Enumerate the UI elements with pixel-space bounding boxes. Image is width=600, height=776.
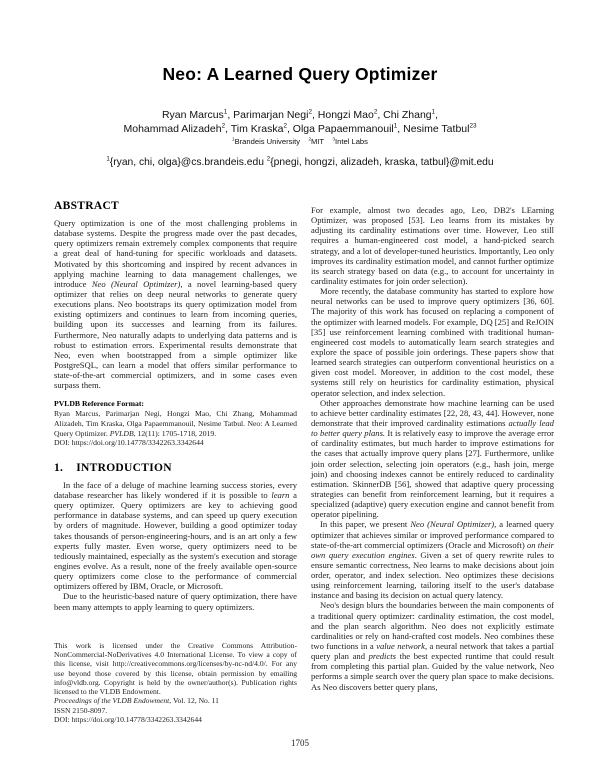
license-doi-line: DOI: https://doi.org/10.14778/3342263.3342644 (54, 714, 202, 724)
right-column (311, 200, 554, 724)
pvldb-reference-heading: PVLDB Reference Format: (54, 399, 144, 409)
author-emails-line: $^1${ryan, chi, olga}@cs.brandeis.edu $^2${pnegi, hongzi, alizadeh, kraska, tatbul}@mit.edu (106, 155, 494, 169)
introduction-heading (54, 462, 297, 474)
paper-title: Neo: A Learned Query Optimizer (162, 64, 438, 84)
page-number: 1705 (291, 738, 309, 748)
pvldb-reference-text: Ryan Marcus, Parimarjan Negi, Hongzi Mao, Chi Zhang, Mohammad Alizadeh, Tim Kraska, Olga Papaemmanouil, Nesime Tatbul. Neo: A Learned Query Optimizer. PVLDB, 12(11): 1705-1718, 2019. (54, 409, 297, 438)
body-paragraph-3: Other approaches demonstrate how machine learning can be used to achieve better cardinality estimates [22, 28, 43, 44]. However, none demonstrate that their improved cardinality estimations actually lead to better query plans. It is relatively easy to improve the average error of cardinality estimates, but much harder to improve estimations for the cases that actually improve query plans [27]. Furthermore, unlike join order selection, selecting join operators (e.g., hash join, merge join) and choosing indexes cannot be entirely reduced to cardinality estimation. SkinnerDB [56], showed that adaptive query processing strategies can benefit from reinforcement learning, but it requires a specialized (adaptive) query execution engine and cannot benefit from operator pipelining. (311, 397, 554, 520)
left-column (54, 200, 297, 724)
license-text: This work is licensed under the Creative Commons Attribution-NonCommercial-NoDerivatives 4.0 International License. To view a copy of this license, visit http://creativecommons.org/licenses/by-nc-nd/4.0/. For any use beyond those covered by this license, obtain permission by emailing info@vldb.org. Copyright is held by the owner/author(s). Publication rights licensed to the VLDB Endowment. (54, 640, 297, 696)
introduction-paragraph-1: In the face of a deluge of machine learning success stories, every database researcher has likely wondered if it is possible to learn a query optimizer. Query optimizers are key to achieving good performance in database systems, and can speed up query execution by orders of magnitude. However, building a good optimizer today takes thousands of person-engineering-hours, and is an art only a few experts fully master. Even worse, query optimizers need to be tediously maintained, especially as the system's execution and storage engines evolve. As a result, none of the freely available open-source query optimizers come close to the performance of commercial optimizers offered by IBM, Oracle, or Microsoft. (54, 479, 297, 592)
affiliations-line: $^1$Brandeis University $^2$MIT $^3$Intel Labs (232, 136, 368, 147)
paper-header (0, 0, 600, 168)
introduction-paragraph-2: Due to the heuristic-based nature of query optimization, there have been many attempts to apply learning to query optimizers. (54, 591, 297, 612)
author-list (0, 109, 600, 136)
pvldb-reference-doi: DOI: https://doi.org/10.14778/3342263.3342644 (54, 438, 204, 448)
abstract-heading: ABSTRACT (54, 200, 120, 212)
author-line-1: Ryan Marcus$^1$, Parimarjan Negi$^2$, Hongzi Mao$^2$, Chi Zhang$^1$, (161, 108, 439, 121)
pvldb-reference-block (54, 399, 297, 448)
section-title: INTRODUCTION (76, 461, 172, 474)
body-paragraph-1: For example, almost two decades ago, Leo, DB2's LEarning Optimizer, was proposed [53]. Leo learns from its mistakes by adjusting its cardinality estimations over time. However, Leo still requires a human-engineered cost model, a hand-picked search strategy, and a lot of developer-tuned heuristics. Importantly, Leo only improves its cardinality estimation model, and cannot further optimize its search strategy based on data (e.g., to account for uncertainty in cardinality estimates for join order selection). (311, 205, 554, 286)
license-footnote (54, 641, 297, 724)
license-issn-line: ISSN 2150-8097. (54, 705, 108, 715)
body-paragraph-5: Neo's design blurs the boundaries between the main components of a traditional query optimizer: cardinality estimation, the cost model, and the plan search algorithm. Neo does not explicitly estimate cardinalities or rely on hand-crafted cost models. Neo combines these two functions in a value network, a neural network that takes a partial query plan and predicts the best expected runtime that could result from completing this partial plan. Guided by the value network, Neo performs a simple search over the query plan space to make decisions. As Neo discovers better query plans, (311, 600, 554, 692)
abstract-text: Query optimization is one of the most challenging problems in database systems. Despite the progress made over the past decades, query optimizers remain extremely complex components that require a great deal of hand-tuning for specific workloads and datasets. Motivated by this shortcoming and inspired by recent advances in applying machine learning to data management challenges, we introduce Neo (Neural Optimizer), a novel learning-based query optimizer that relies on deep neural networks to generate query executions plans. Neo bootstraps its query optimization model from existing optimizers and continues to learn from incoming queries, building upon its successes and learning from its failures. Furthermore, Neo naturally adapts to underlying data patterns and is robust to estimation errors. Experimental results demonstrate that Neo, even when bootstrapped from a simple optimizer like PostgreSQL, can learn a model that offers similar performance to state-of-the-art commercial optimizers, and in some cases even surpass them. (54, 218, 297, 391)
body-paragraph-4: In this paper, we present Neo (Neural Optimizer), a learned query optimizer that achieves similar or improved performance compared to state-of-the-art commercial optimizers (Oracle and Microsoft) on their own query execution engines. Given a set of query rewrite rules to ensure semantic correctness, Neo learns to make decisions about join order, operator, and index selection. Neo optimizes these decisions using reinforcement learning, tailoring itself to the user's database instance and basing its decision on actual query latency. (311, 519, 554, 601)
two-column-body (54, 200, 554, 724)
license-journal-line: Proceedings of the VLDB Endowment, Vol. 12, No. 11 (54, 696, 219, 706)
author-line-2: Mohammad Alizadeh$^2$, Tim Kraska$^2$, Olga Papaemmanouil$^1$, Nesime Tatbul$^{23}$ (123, 122, 477, 135)
body-paragraph-2: More recently, the database community has started to explore how neural networks can be used to improve query optimizers [36, 60]. The majority of this work has focused on replacing a component of the optimizer with learned models. For example, DQ [25] and ReJOIN [35] use reinforcement learning combined with traditional human-engineered cost models to automatically learn search strategies and explore the space of possible join orderings. These papers show that learned search strategies can outperform conventional heuristics on a given cost model. Moreover, in addition to the cost model, these systems still rely on heuristics for cardinality estimation, physical operator selection, and index selection. (311, 286, 554, 398)
section-number: 1. (54, 461, 64, 474)
